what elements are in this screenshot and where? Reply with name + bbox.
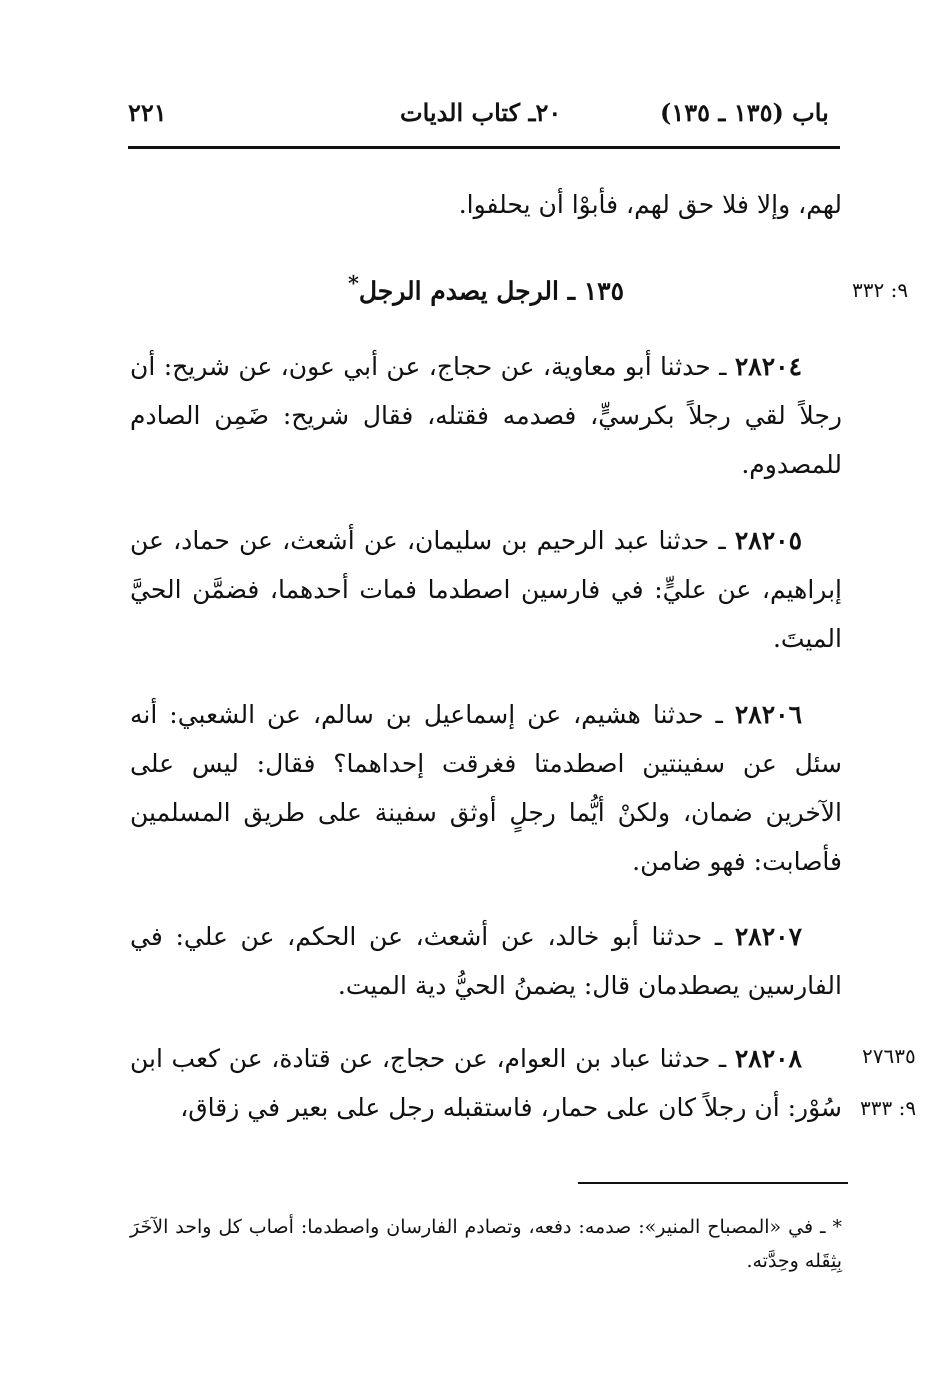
hadith-number: ٢٨٢٠٤ [734,352,802,381]
header-book-title: ٢٠ـ كتاب الديات [400,98,562,127]
hadith-number: ٢٨٢٠٨ [734,1044,802,1073]
footnote-rule [578,1182,848,1184]
continuation-line [130,180,842,229]
margin-ref-right: ٩: ٣٣٣ [860,1096,917,1120]
hadith-paragraph [130,342,842,489]
chapter-heading-text: ١٣٥ ـ الرجل يصدم الرجل [358,276,625,306]
footnote: * ـ في «المصباح المنير»: صدمه: دفعه، وتصادم الفارسان واصطدما: أصاب كل واحد الآخَرَ بِثِقَله وحِدَّته. [130,1216,842,1272]
heading-margin-ref: ٩: ٣٣٢ [852,278,909,302]
hadith-text: ـ حدثنا أبو خالد، عن أشعث، عن الحكم، عن علي: في الفارسين يصطدمان قال: يضمنُ الحيُّ دية الميت. [130,922,842,1000]
hadith-text: ـ حدثنا هشيم، عن إسماعيل بن سالم، عن الشعبي: أنه سئل عن سفينتين اصطدمتا فغرقت إحداهما؟ فقال: ليس على الآخرين ضمان، ولكنْ أيُّما رجلٍ أوثق سفينة على طريق المسلمين فأصابت: فهو ضامن. [130,700,842,876]
hadith-number: ٢٨٢٠٦ [734,700,802,729]
chapter-heading [130,270,842,305]
hadith-paragraph [130,690,842,886]
hadith-number: ٢٨٢٠٥ [734,526,802,555]
hadith-paragraph [130,1034,842,1132]
hadith-text: ـ حدثنا أبو معاوية، عن حجاج، عن أبي عون، عن شريح: أن رجلاً لقي رجلاً بكرسيٍّ، فصدمه فقتله، فقال شريح: ضَمِن الصادم للمصدوم. [130,352,842,479]
hadith-paragraph [130,516,842,663]
continuation-text: لهم، وإلا فلا حق لهم، فأبوْا أن يحلفوا. [458,190,842,219]
hadith-paragraph [130,912,842,1010]
hadith-text: ـ حدثنا عبد الرحيم بن سليمان، عن أشعث، عن حماد، عن إبراهيم، عن عليٍّ: في فارسين اصطدما فمات أحدهما، فضمَّن الحيَّ الميتَ. [130,526,842,653]
header-rule [128,146,840,149]
header-page-number: ٢٢١ [128,98,167,127]
margin-ref-left: ٢٧٦٣٥ [862,1044,916,1068]
hadith-number: ٢٨٢٠٧ [734,922,802,951]
header-section: باب (١٣٥ ـ ١٣٥) [660,98,829,127]
footnote-star: * [347,270,359,295]
hadith-text: ـ حدثنا عباد بن العوام، عن حجاج، عن قتادة، عن كعب ابن سُوْر: أن رجلاً كان على حمار، فاستقبله رجل على بعير في زقاق، [130,1044,842,1122]
